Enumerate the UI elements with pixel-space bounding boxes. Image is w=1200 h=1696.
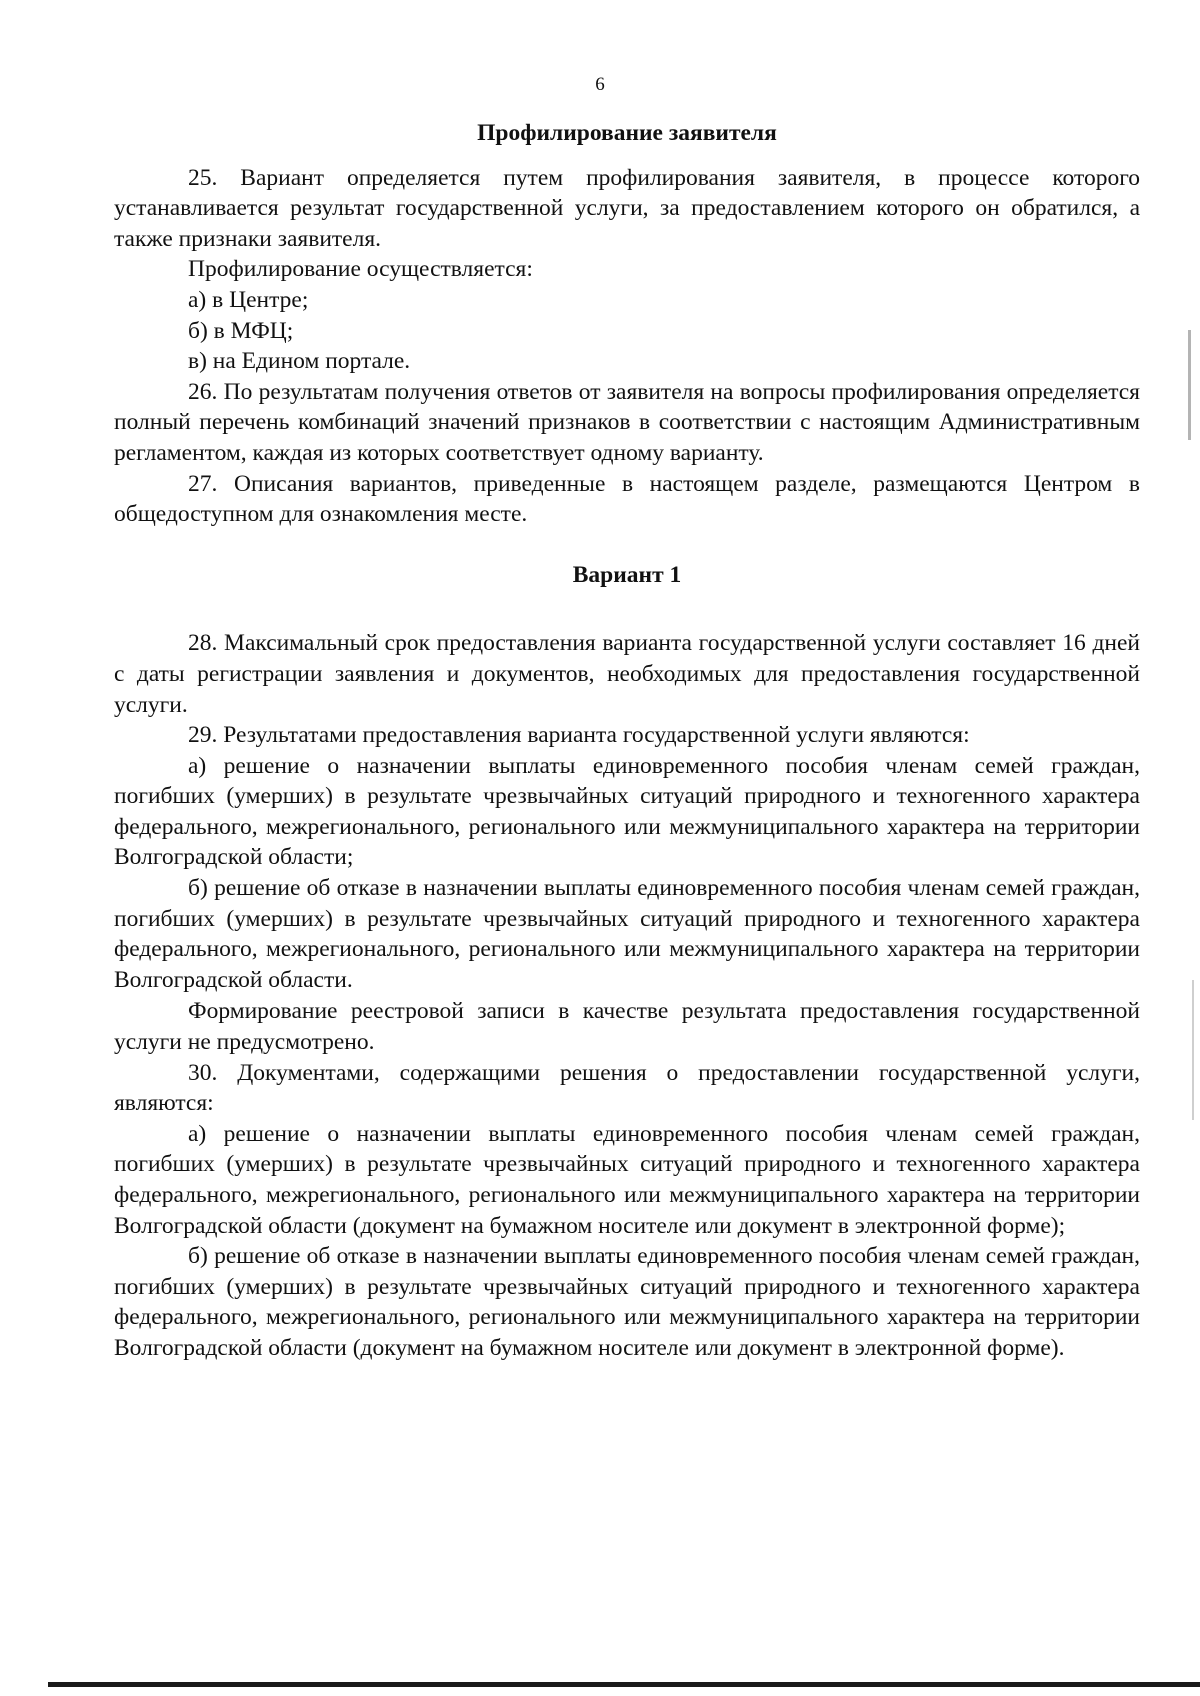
list-item: б) решение об отказе в назначении выплаты единовременного пособия членам семей граждан, погибших (умерших) в результате чрезвычайных ситуаций природного и техногенного характера федерального, межрегионального, регионального или межмуниципального характера на территории Волгоградской области. bbox=[114, 875, 1140, 993]
paragraph: 27. Описания вариантов, приведенные в настоящем разделе, размещаются Центром в общедоступном для ознакомления месте. bbox=[114, 470, 1140, 528]
list-item: б) в МФЦ; bbox=[188, 317, 294, 344]
paragraph: 25. Вариант определяется путем профилирования заявителя, в процессе которого устанавливается результат государственной услуги, за предоставлением которого он обратился, а также признаки заявителя. bbox=[114, 164, 1140, 252]
list-item: б) решение об отказе в назначении выплаты единовременного пособия членам семей граждан, погибших (умерших) в результате чрезвычайных ситуаций природного и техногенного характера федерального, межрегионального, регионального или межмуниципального характера на территории Волгоградской области (документ на бумажном носителе или документ в электронной форме). bbox=[114, 1243, 1140, 1361]
paragraph: Профилирование осуществляется: bbox=[188, 256, 533, 283]
variant-title: Вариант 1 bbox=[572, 561, 682, 588]
paragraph: 26. По результатам получения ответов от заявителя на вопросы профилирования определяется полный перечень комбинаций значений признаков в соответствии с настоящим Административным регламентом, каждая из которых соответствует одному варианту. bbox=[114, 378, 1140, 466]
paragraph: 30. Документами, содержащими решения о предоставлении государственной услуги, являются: bbox=[114, 1059, 1140, 1117]
profiling-section bbox=[114, 163, 1140, 530]
scan-bottom-border bbox=[48, 1682, 1200, 1687]
paragraph: Формирование реестровой записи в качестве результата предоставления государственной услуги не предусмотрено. bbox=[114, 998, 1140, 1056]
variant-section bbox=[114, 628, 1140, 1363]
scan-edge-artifact bbox=[1192, 980, 1194, 1120]
document-body bbox=[114, 118, 1140, 1364]
list-item: в) на Едином портале. bbox=[188, 348, 411, 375]
list-item: а) решение о назначении выплаты единовременного пособия членам семей граждан, погибших (умерших) в результате чрезвычайных ситуаций природного и техногенного характера федерального, межрегионального, регионального или межмуниципального характера на территории Волгоградской области; bbox=[114, 752, 1140, 871]
paragraph: 28. Максимальный срок предоставления варианта государственной услуги составляет 16 дней с даты регистрации заявления и документов, необходимых для предоставления государственной услуги. bbox=[114, 630, 1140, 718]
section-title: Профилирование заявителя bbox=[477, 120, 777, 146]
list-item: а) в Центре; bbox=[188, 286, 309, 313]
page-number: 6 bbox=[595, 74, 605, 95]
scan-edge-artifact bbox=[1188, 330, 1191, 440]
paragraph: 29. Результатами предоставления варианта государственной услуги являются: bbox=[188, 722, 970, 749]
list-item: а) решение о назначении выплаты единовременного пособия членам семей граждан, погибших (умерших) в результате чрезвычайных ситуаций природного и техногенного характера федерального, межрегионального, регионального или межмуниципального характера на территории Волгоградской области (документ на бумажном носителе или документ в электронной форме); bbox=[114, 1120, 1140, 1239]
